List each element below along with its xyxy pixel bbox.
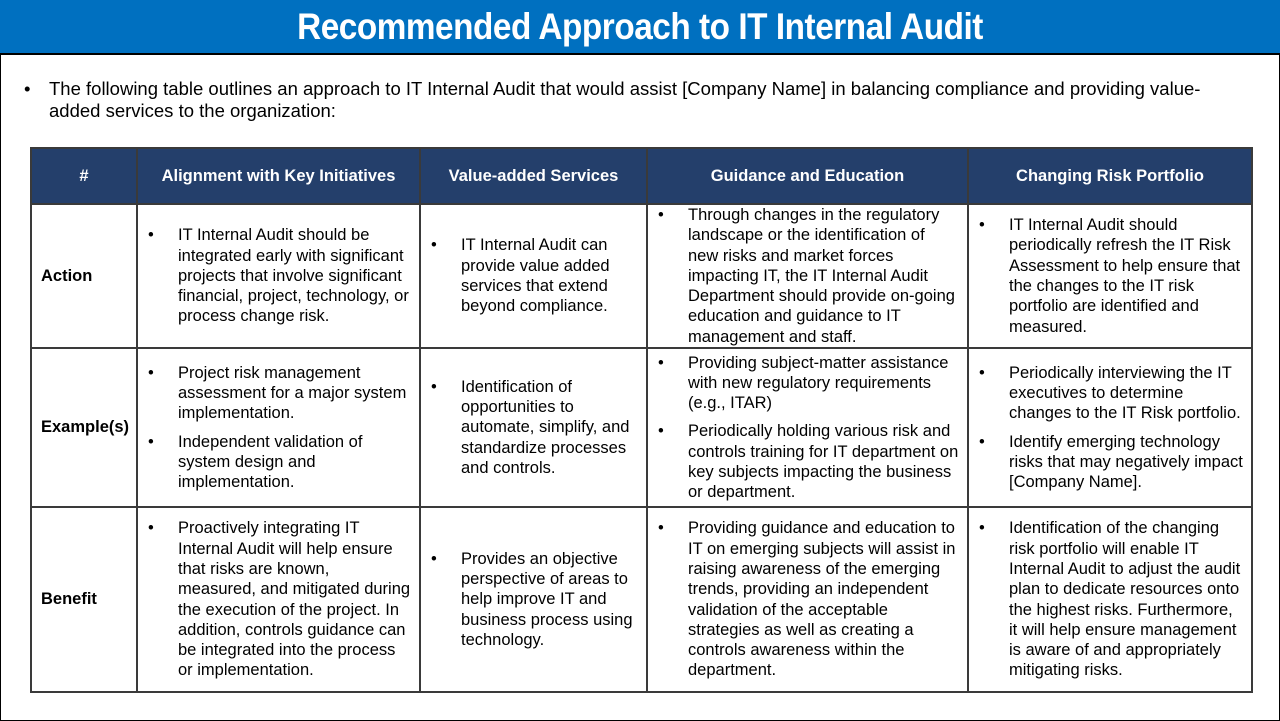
row-label: Action (31, 204, 137, 348)
bullet-icon: • (148, 432, 154, 451)
title-bar (0, 0, 1280, 55)
cell-examples-alignment (137, 348, 420, 507)
bullet-icon: • (24, 78, 31, 99)
list-item: • Independent validation of system design and implementation. (148, 432, 363, 492)
cell-benefit-value-added (420, 507, 647, 692)
list-item: • Periodically interviewing the IT executives to determine changes to the IT Risk portfolio. (979, 363, 1241, 423)
header-risk-portfolio: Changing Risk Portfolio (968, 148, 1252, 204)
list-item: • Provides an objective perspective of areas to help improve IT and business process using technology. (431, 549, 633, 650)
list-item: • Providing subject-matter assistance with new regulatory requirements (e.g., ITAR) (658, 353, 949, 413)
header-value-added: Value-added Services (420, 148, 647, 204)
intro-text: The following table outlines an approach to IT Internal Audit that would assist [Company Name] in balancing compliance and providing value-added services to the organization: (49, 78, 1201, 121)
list-item: • Periodically holding various risk and controls training for IT department on key subjects impacting the business or department. (658, 422, 959, 502)
bullet-icon: • (431, 377, 437, 396)
list-item: • IT Internal Audit should periodically refresh the IT Risk Assessment to help ensure that the changes to the IT risk portfolio are identified and measured. (979, 216, 1241, 336)
bullet-icon: • (148, 519, 154, 538)
row-label: Benefit (31, 507, 137, 692)
page-title: Recommended Approach to IT Internal Audit (297, 5, 983, 47)
bullet-icon: • (658, 519, 664, 538)
bullet-icon: • (148, 226, 154, 245)
bullet-icon: • (979, 363, 985, 382)
cell-benefit-risk-portfolio (968, 507, 1252, 692)
list-item: • Identify emerging technology risks that may negatively impact [Company Name]. (979, 432, 1243, 492)
header-alignment: Alignment with Key Initiatives (137, 148, 420, 204)
header-number: # (31, 148, 137, 204)
intro-paragraph (24, 78, 1224, 122)
table-row-benefit (31, 507, 1252, 692)
table-row-examples (31, 348, 1252, 507)
cell-action-alignment (137, 204, 420, 348)
bullet-icon: • (658, 353, 664, 372)
list-item: • Through changes in the regulatory landscape or the identification of new risks and market forces impacting IT, the IT Internal Audit Department should provide on-going education and guidance to IT management and staff. (658, 206, 955, 346)
bullet-icon: • (979, 432, 985, 451)
table-header-row (31, 148, 1252, 204)
list-item: • IT Internal Audit can provide value added services that extend beyond compliance. (431, 236, 610, 316)
table-row-action (31, 204, 1252, 348)
cell-action-risk-portfolio (968, 204, 1252, 348)
list-item: • Proactively integrating IT Internal Audit will help ensure that risks are known, measured, and mitigated during the execution of the project. In addition, controls guidance can be integrated into the process or implementation. (148, 519, 411, 680)
bullet-icon: • (979, 216, 985, 235)
cell-action-guidance (647, 204, 968, 348)
approach-table (30, 147, 1253, 693)
bullet-icon: • (979, 519, 985, 538)
bullet-icon: • (148, 363, 154, 382)
cell-benefit-alignment (137, 507, 420, 692)
bullet-icon: • (658, 206, 664, 224)
list-item: • Identification of the changing risk portfolio will enable IT Internal Audit to adjust the audit plan to dedicate resources onto the highest risks. Furthermore, it will help ensure management is aware of and appropriately mitigating risks. (979, 519, 1241, 680)
cell-examples-risk-portfolio (968, 348, 1252, 507)
list-item: • IT Internal Audit should be integrated early with significant projects that involve significant financial, project, technology, or process change risk. (148, 226, 409, 326)
cell-examples-value-added (420, 348, 647, 507)
list-item: • Providing guidance and education to IT on emerging subjects will assist in raising awareness of the emerging trends, providing an independent validation of the acceptable strategies as well as creating a controls awareness within the department. (658, 519, 956, 680)
cell-benefit-guidance (647, 507, 968, 692)
list-item: • Identification of opportunities to automate, simplify, and standardize processes and controls. (431, 377, 630, 478)
bullet-icon: • (658, 422, 664, 441)
cell-action-value-added (420, 204, 647, 348)
bullet-icon: • (431, 549, 437, 568)
cell-examples-guidance (647, 348, 968, 507)
row-label: Example(s) (31, 348, 137, 507)
bullet-icon: • (431, 236, 437, 255)
header-guidance: Guidance and Education (647, 148, 968, 204)
list-item: • Project risk management assessment for a major system implementation. (148, 363, 407, 423)
